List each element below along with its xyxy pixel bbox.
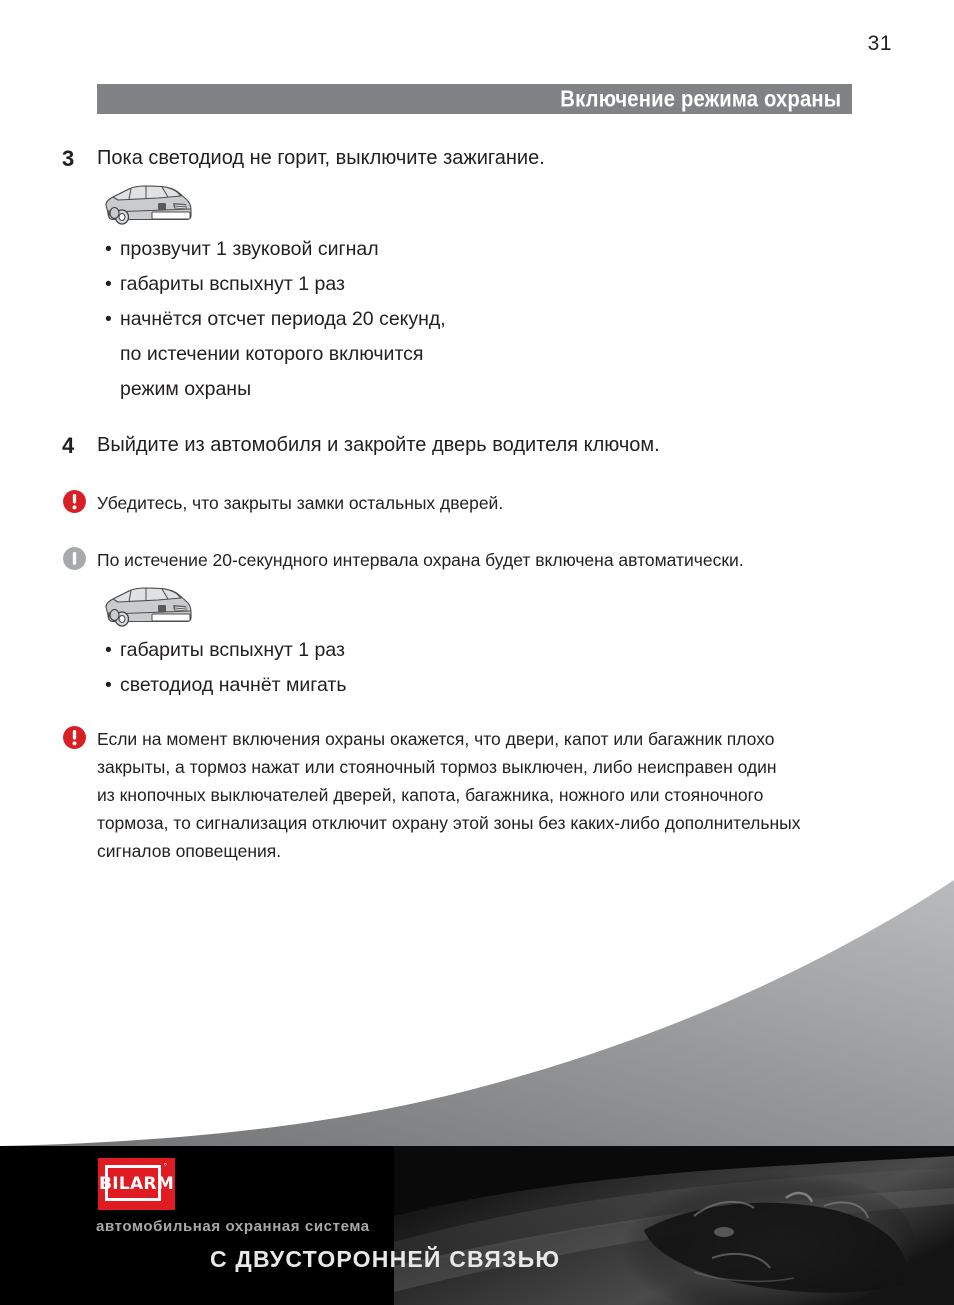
logo-text: BILARM: [98, 1174, 175, 1194]
footer-tagline-top: автомобильная охранная система: [96, 1218, 370, 1235]
note-text-block: [97, 725, 887, 865]
decorative-swoosh: [0, 880, 954, 1148]
note-text: Убедитесь, что закрыты замки остальных дверей.: [97, 493, 504, 513]
step-3-text: Пока светодиод не горит, выключите зажигание.: [97, 147, 545, 169]
bullet-item: • светодиод начнёт мигать: [105, 668, 347, 703]
page-number: 31: [867, 32, 892, 55]
bullet-item: • габариты вспыхнут 1 раз: [105, 267, 446, 302]
bilarm-logo: [98, 1158, 175, 1210]
note-text: По истечение 20-секундного интервала охрана будет включена автоматически.: [97, 550, 744, 570]
panther-graphic: [394, 1146, 954, 1305]
bullet-item-continuation: по истечении которого включится: [120, 343, 424, 365]
bullet-item: • габариты вспыхнут 1 раз: [105, 633, 347, 668]
section-title-text: Включение режима охраны: [560, 85, 841, 112]
car-illustration: [98, 180, 194, 228]
step-3-number: 3: [62, 146, 75, 171]
car-icon: [98, 582, 194, 630]
section-header-bar: [97, 84, 852, 114]
car-illustration: [98, 582, 194, 630]
second-car-bullets: [105, 633, 347, 703]
bullet-item: • начнётся отсчет периода 20 секунд,: [105, 302, 446, 337]
registered-mark: °: [163, 1162, 167, 1171]
note-line: тормоза, то сигнализация отключит охрану этой зоны без каких-либо дополнительных: [97, 813, 801, 833]
note-line: сигналов оповещения.: [97, 841, 282, 861]
section-title: [522, 86, 841, 113]
step-3-bullets: [105, 232, 446, 407]
warning-icon: [62, 725, 87, 750]
note-line: из кнопочных выключателей дверей, капота, багажника, ножного или стояночного: [97, 785, 764, 805]
footer-tagline-bottom: С ДВУСТОРОННЕЙ СВЯЗЬЮ: [210, 1246, 561, 1272]
bullet-item: • прозвучит 1 звуковой сигнал: [105, 232, 446, 267]
bullet-item-continuation: режим охраны: [120, 378, 252, 400]
step-4-text: Выйдите из автомобиля и закройте дверь водителя ключом.: [97, 434, 660, 456]
info-icon: [62, 546, 87, 571]
note-line: закрыты, а тормоз нажат или стояночный тормоз выключен, либо неисправен один: [97, 757, 777, 777]
car-icon: [98, 180, 194, 228]
swoosh-shape: [0, 880, 954, 1148]
warning-icon: [62, 489, 87, 514]
note-line: Если на момент включения охраны окажется, что двери, капот или багажник плохо: [97, 729, 775, 749]
step-4-number: 4: [62, 433, 75, 458]
